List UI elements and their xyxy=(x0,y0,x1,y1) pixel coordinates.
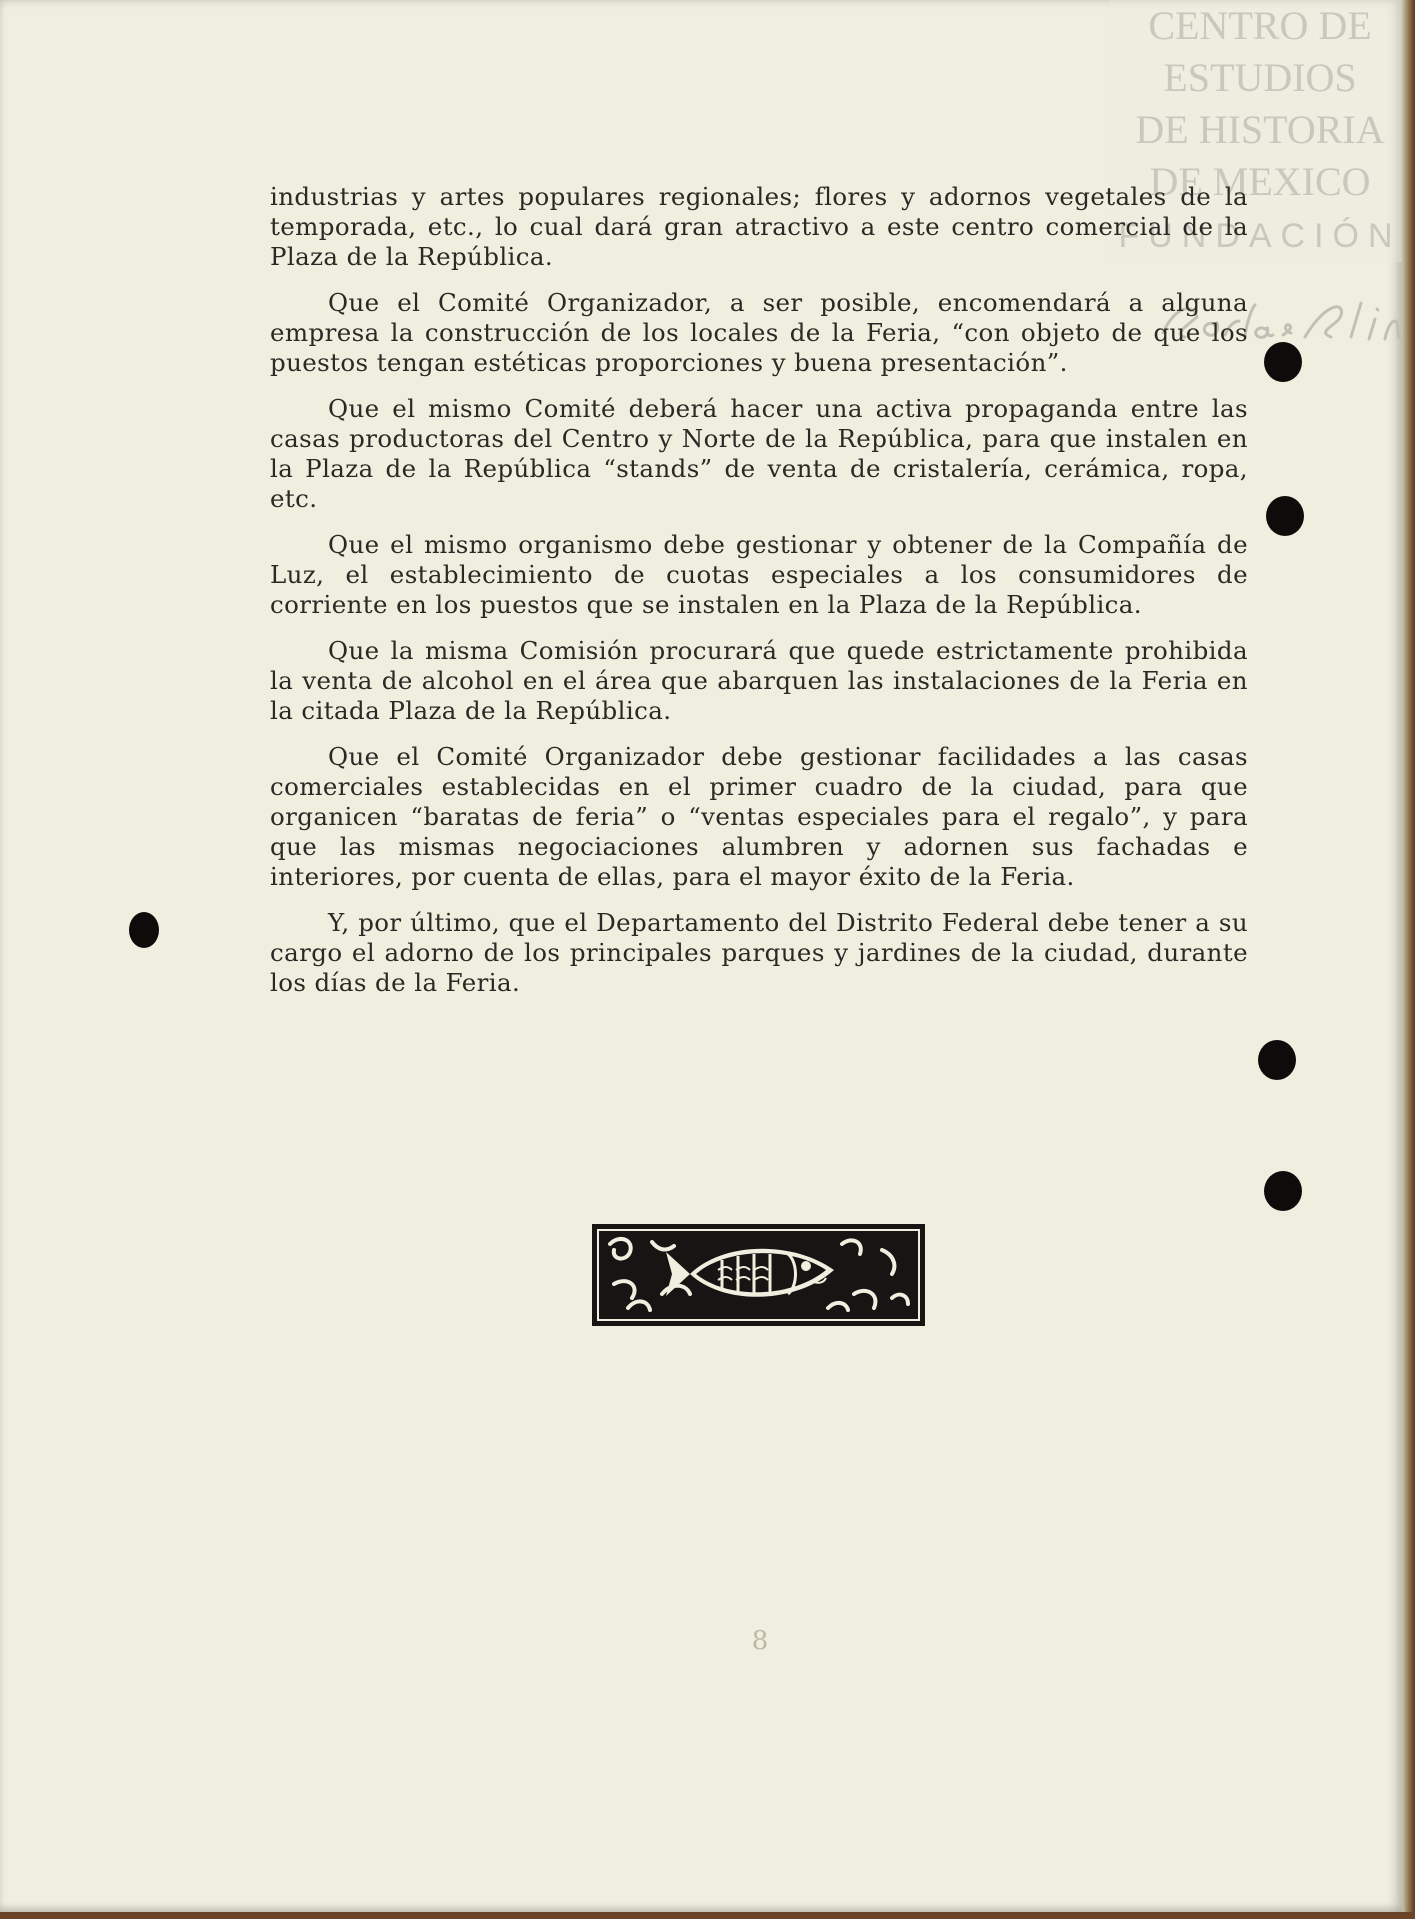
paragraph-1: industrias y artes populares regionales; flores y adornos vegetales de la temporada, etc., lo cual dará gran atractivo a este centro comercial de la Plaza de la República. xyxy=(270,182,1248,271)
watermark-line-1: CENTRO DE xyxy=(1148,3,1372,48)
paragraph-3: Que el mismo Comité deberá hacer una activa propaganda entre las casas productoras del Centro y Norte de la República, para que instalen en la Plaza de la República “stands” de venta de cristalería, cerámica, ropa, etc. xyxy=(270,394,1248,513)
punch-hole-3 xyxy=(129,912,159,948)
punch-hole-5 xyxy=(1264,1171,1302,1211)
paragraph-2: Que el Comité Organizador, a ser posible, encomendará a alguna empresa la construcción de los locales de la Feria, “con objeto de que los puestos tengan estéticas proporciones y buena presentación”. xyxy=(270,288,1248,377)
document-body xyxy=(270,182,1248,1014)
punch-hole-1 xyxy=(1264,342,1302,382)
page-number: 8 xyxy=(751,1626,769,1656)
scan-edge-right xyxy=(1402,0,1415,1919)
fish-woodcut-ornament-icon xyxy=(592,1224,925,1326)
punch-hole-4 xyxy=(1258,1040,1296,1080)
watermark-line-4: DE MEXICO xyxy=(1149,159,1371,204)
paragraph-6: Que el Comité Organizador debe gestionar facilidades a las casas comerciales establecidas en el primer cuadro de la ciudad, para que organicen “baratas de feria” o “ventas especiales para el regalo”, y para que las mismas negociaciones alumbren y adornen sus fachadas e interiores, por cuenta de ellas, para el mayor éxito de la Feria. xyxy=(270,742,1248,891)
paragraph-7: Y, por último, que el Departamento del Distrito Federal debe tener a su cargo el adorno de los principales parques y jardines de la ciudad, durante los días de la Feria. xyxy=(270,908,1248,997)
watermark-line-2: ESTUDIOS xyxy=(1163,55,1357,100)
watermark-foundation: FUNDACIÓN xyxy=(1118,217,1402,255)
watermark-line-3: DE HISTORIA xyxy=(1135,107,1385,152)
punch-hole-2 xyxy=(1266,496,1304,536)
paragraph-4: Que el mismo organismo debe gestionar y obtener de la Compañía de Luz, el establecimiento de cuotas especiales a los consumidores de corriente en los puestos que se instalen en la Plaza de la República. xyxy=(270,530,1248,619)
scan-edge-bottom xyxy=(0,1912,1415,1919)
paragraph-5: Que la misma Comisión procurará que quede estrictamente prohibida la venta de alcohol en el área que abarquen las instalaciones de la Feria en la citada Plaza de la República. xyxy=(270,636,1248,725)
